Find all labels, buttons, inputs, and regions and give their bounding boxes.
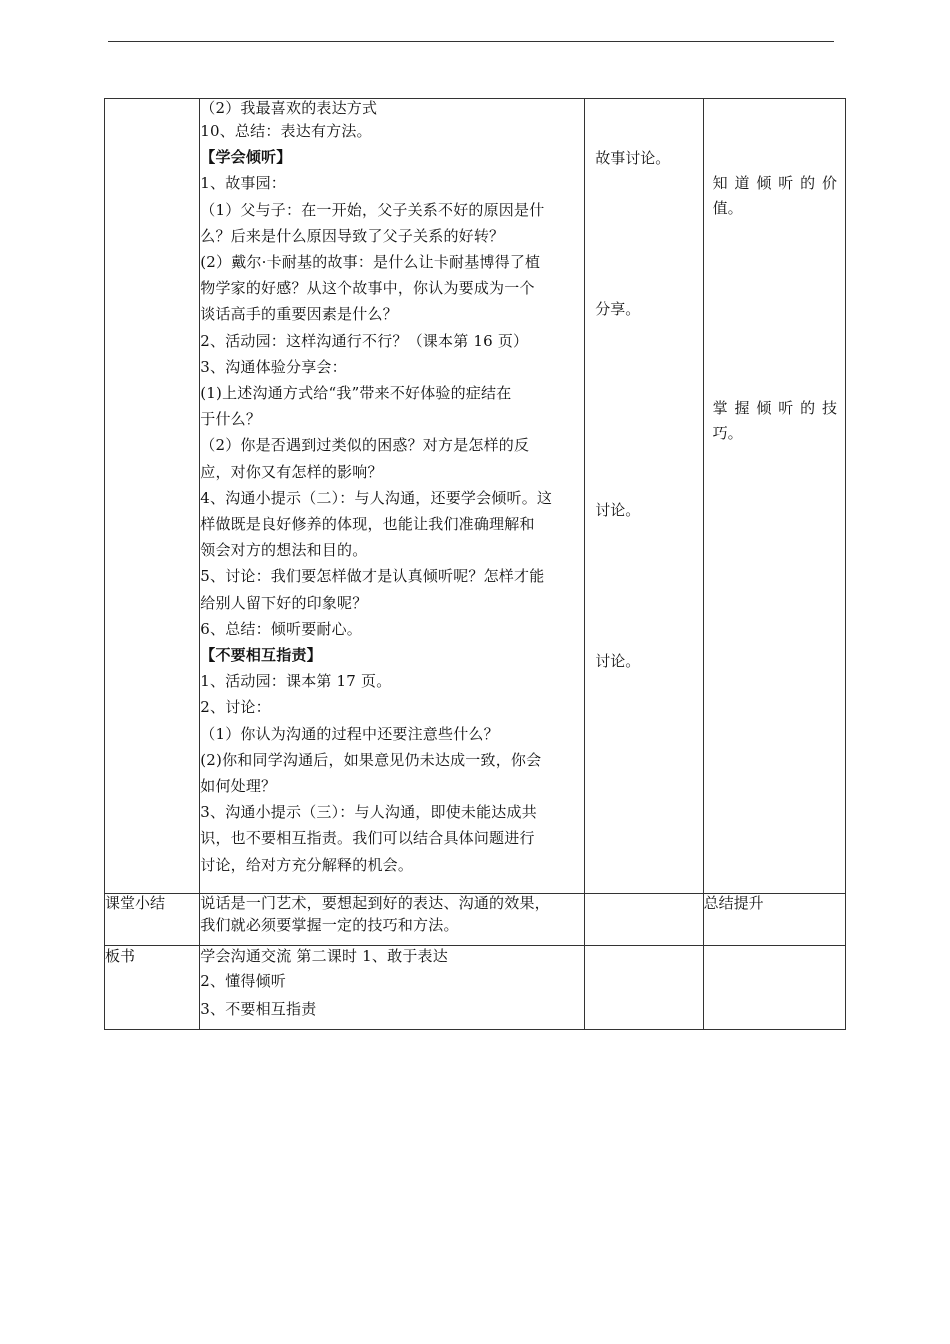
content-line: 样做既是良好修养的体现，也能让我们准确理解和 bbox=[200, 515, 535, 534]
board-line: 2、懂得倾听 bbox=[200, 972, 286, 990]
board-goal-cell bbox=[703, 946, 845, 1030]
summary-row bbox=[105, 894, 846, 946]
content-line: 讨论，给对方充分解释的机会。 bbox=[200, 855, 414, 874]
goal-line: 知道倾听的价 bbox=[712, 174, 837, 192]
content-line: 3、沟通小提示（三）：与人沟通，即使未能达成共 bbox=[200, 803, 537, 822]
board-activity-cell bbox=[585, 946, 703, 1030]
content-line: 领会对方的想法和目的。 bbox=[200, 541, 368, 560]
design-intent-cell bbox=[703, 99, 845, 894]
row-label-cell bbox=[105, 99, 200, 894]
content-line: 2、活动园：这样沟通行不行？（课本第 16 页） bbox=[200, 331, 529, 350]
content-line: 3、沟通体验分享会： bbox=[200, 357, 347, 376]
board-line: 学会沟通交流 第二课时 1、敢于表达 bbox=[200, 947, 448, 965]
content-line: （2）你是否遇到过类似的困惑？对方是怎样的反 bbox=[200, 436, 530, 455]
content-line: 1、故事园： bbox=[200, 174, 286, 193]
summary-label: 课堂小结 bbox=[105, 894, 200, 946]
lesson-plan-table bbox=[104, 98, 846, 1030]
content-line: (2)你和同学沟通后，如果意见仍未达成一致，你会 bbox=[200, 750, 542, 769]
summary-activity-cell bbox=[585, 894, 703, 946]
teaching-content-cell bbox=[200, 99, 585, 894]
activity-note: 故事讨论。 bbox=[595, 149, 671, 167]
content-line: 应，对你又有怎样的影响？ bbox=[200, 462, 383, 481]
content-line: 谈话高手的重要因素是什么？ bbox=[200, 305, 398, 324]
content-line: (1)上述沟通方式给“我”带来不好体验的症结在 bbox=[200, 384, 512, 403]
summary-line: 说话是一门艺术，要想起到好的表达、沟通的效果， bbox=[200, 894, 550, 912]
header-rule bbox=[108, 41, 834, 42]
board-line: 3、不要相互指责 bbox=[200, 1000, 317, 1018]
summary-line: 我们就必须要掌握一定的技巧和方法。 bbox=[200, 916, 459, 934]
activity-note: 讨论。 bbox=[595, 652, 641, 670]
student-activity-cell bbox=[585, 99, 703, 894]
goal-line: 掌握倾听的技 bbox=[712, 399, 837, 417]
board-content-cell bbox=[200, 946, 585, 1030]
content-line: 识，也不要相互指责。我们可以结合具体问题进行 bbox=[200, 829, 535, 848]
content-line: 么？后来是什么原因导致了父子关系的好转？ bbox=[200, 226, 505, 245]
content-line: （1）你认为沟通的过程中还要注意些什么？ bbox=[200, 724, 499, 743]
board-label: 板书 bbox=[105, 946, 200, 1030]
summary-content-cell bbox=[200, 894, 585, 946]
content-line: 如何处理？ bbox=[200, 777, 277, 796]
content-line: 6、总结：倾听要耐心。 bbox=[200, 619, 362, 638]
summary-goal: 总结提升 bbox=[703, 894, 845, 946]
section-heading-no-blame: 【不要相互指责】 bbox=[200, 646, 322, 665]
activity-note: 分享。 bbox=[595, 300, 641, 318]
content-line: 给别人留下好的印象呢？ bbox=[200, 593, 368, 612]
section-heading-listening: 【学会倾听】 bbox=[200, 148, 292, 167]
content-line: （1）父与子：在一开始，父子关系不好的原因是什 bbox=[200, 200, 545, 219]
content-line: 5、讨论：我们要怎样做才是认真倾听呢？怎样才能 bbox=[200, 567, 545, 586]
content-line: （2）我最喜欢的表达方式 bbox=[200, 99, 378, 117]
content-line: (2）戴尔·卡耐基的故事：是什么让卡耐基博得了植 bbox=[200, 253, 541, 272]
content-line: 物学家的好感？从这个故事中，你认为要成为一个 bbox=[200, 279, 535, 298]
activity-note: 讨论。 bbox=[595, 501, 641, 519]
goal-line: 巧。 bbox=[712, 424, 743, 442]
goal-line: 值。 bbox=[712, 199, 743, 217]
content-line: 4、沟通小提示（二）：与人沟通，还要学会倾听。这 bbox=[200, 488, 553, 507]
content-line: 2、讨论： bbox=[200, 698, 271, 717]
content-line: 于什么？ bbox=[200, 410, 262, 429]
content-line: 1、活动园：课本第 17 页。 bbox=[200, 672, 392, 691]
content-line: 10、总结：表达有方法。 bbox=[200, 122, 372, 140]
board-row bbox=[105, 946, 846, 1030]
teaching-process-row bbox=[105, 99, 846, 894]
